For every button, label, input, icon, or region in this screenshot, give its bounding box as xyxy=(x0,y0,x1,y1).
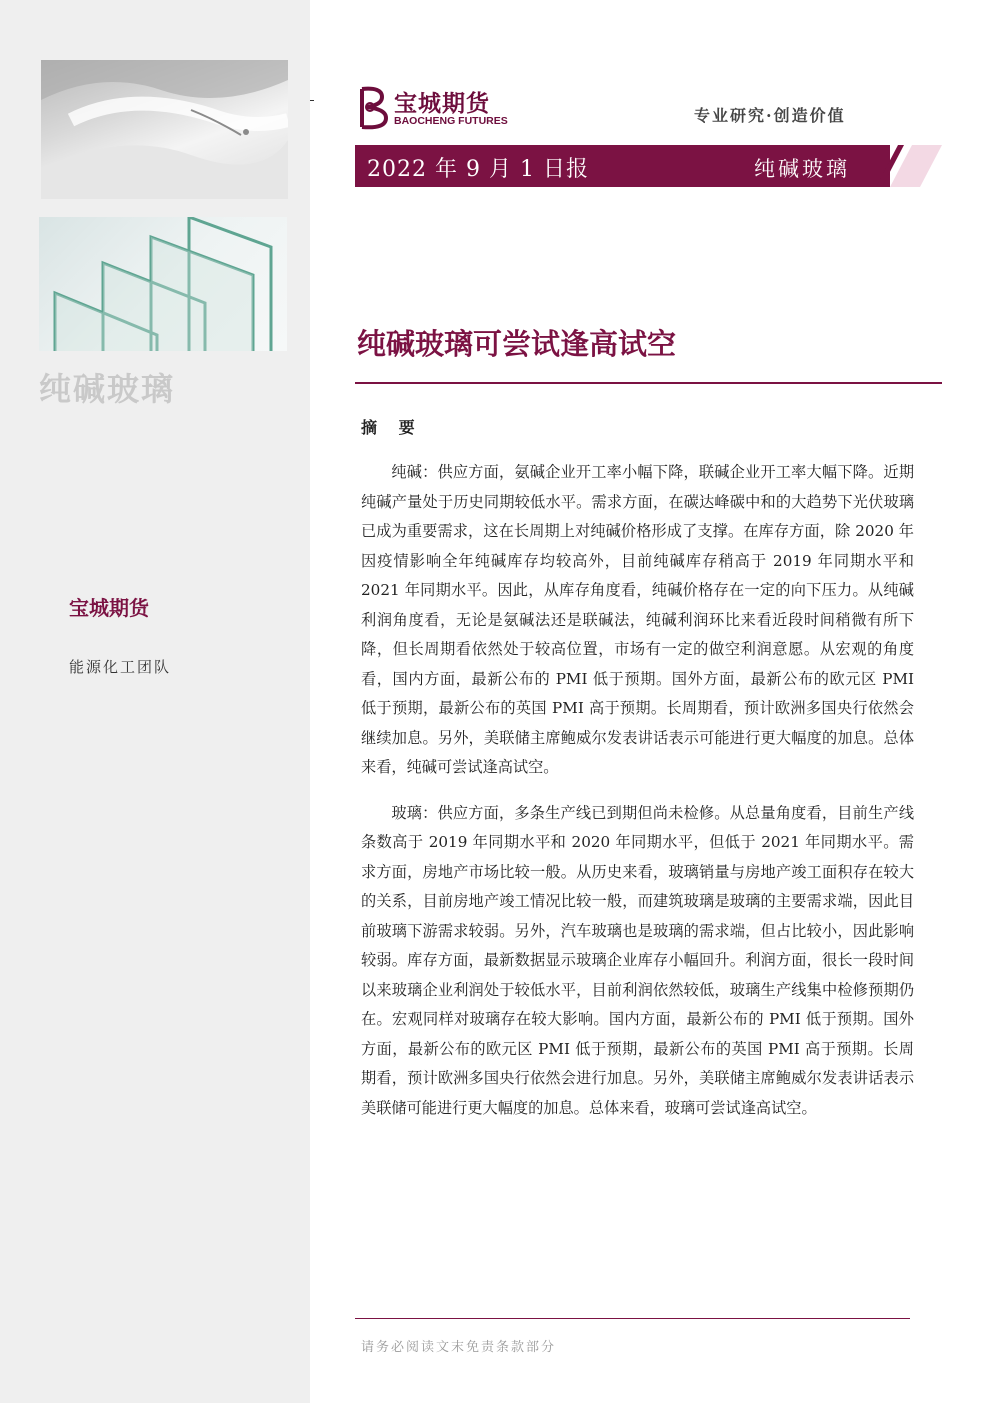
logo-mark-icon xyxy=(356,85,392,131)
page-title: 纯碱玻璃可尝试逢高试空 xyxy=(357,327,677,361)
sidebar xyxy=(0,0,310,1403)
abstract-heading: 摘 要 xyxy=(361,418,423,437)
paragraph-glass: 玻璃：供应方面，多条生产线已到期但尚未检修。从总量角度看，目前生产线条数高于 2019 年同期水平和 2020 年同期水平，但低于 2021 年同期水平。需求方面，房地产市场比较一般。从历史来看，玻璃销量与房地产竣工面积存在较大的关系，目前房地产竣工情况比较一般，而建筑玻璃是玻璃的主要需求端，因此目前玻璃下游需求较弱。另外，汽车玻璃也是玻璃的需求端，但占比较小，因此影响较弱。库存方面，最新数据显示玻璃企业库存小幅回升。利润方面，很长一段时间以来玻璃企业利润处于较低水平，目前利润依然较低，玻璃生产线集中检修预期仍在。宏观同样对玻璃存在较大影响。国内方面，最新公布的 PMI 低于预期。国外方面，最新公布的欧元区 PMI 低于预期，最新公布的英国 PMI 高于预期。长周期看，预计欧洲多国央行依然会进行加息。另外，美联储主席鲍威尔发表讲话表示美联储可能进行更大幅度的加息。总体来看，玻璃可尝试逢高试空。 xyxy=(361,803,914,1117)
footer-divider xyxy=(355,1318,910,1319)
sidebar-company: 宝城期货 xyxy=(69,596,149,620)
banner-category: 纯碱玻璃 xyxy=(754,157,850,181)
sidebar-category: 纯碱玻璃 xyxy=(39,370,176,408)
sidebar-team: 能源化工团队 xyxy=(69,658,172,676)
logo-chinese-name: 宝城期货 xyxy=(394,90,490,117)
title-divider xyxy=(355,382,942,384)
report-date: 2022 年 9 月 1 日报 xyxy=(367,157,589,182)
margin-tick xyxy=(310,100,314,101)
glass-panes-photo xyxy=(39,217,287,351)
soda-ash-photo xyxy=(41,60,288,199)
disclaimer: 请务必阅读文末免责条款部分 xyxy=(361,1340,557,1355)
date-banner xyxy=(355,145,890,187)
company-logo xyxy=(356,85,526,131)
logo-english-name: BAOCHENG FUTURES xyxy=(394,115,508,127)
abstract-body xyxy=(361,458,914,1139)
paragraph-soda-ash: 纯碱：供应方面，氨碱企业开工率小幅下降，联碱企业开工率大幅下降。近期纯碱产量处于历史同期较低水平。需求方面，在碳达峰碳中和的大趋势下光伏玻璃已成为重要需求，这在长周期上对纯碱价格形成了支撑。在库存方面，除 2020 年因疫情影响全年纯碱库存均较高外，目前纯碱库存稍高于 2019 年同期水平和 2021 年同期水平。因此，从库存角度看，纯碱价格存在一定的向下压力。从纯碱利润角度看，无论是氨碱法还是联碱法，纯碱利润环比来看近段时间稍微有所下降，但长周期看依然处于较高位置，市场有一定的做空利润意愿。从宏观的角度看，国内方面，最新公布的 PMI 低于预期。国外方面，最新公布的欧元区 PMI 低于预期，最新公布的英国 PMI 高于预期。长周期看，预计欧洲多国央行依然会继续加息。另外，美联储主席鲍威尔发表讲话表示可能进行更大幅度的加息。总体来看，纯碱可尝试逢高试空。 xyxy=(361,463,914,776)
banner-stripes xyxy=(862,145,942,187)
slogan: 专业研究·创造价值 xyxy=(694,106,846,125)
